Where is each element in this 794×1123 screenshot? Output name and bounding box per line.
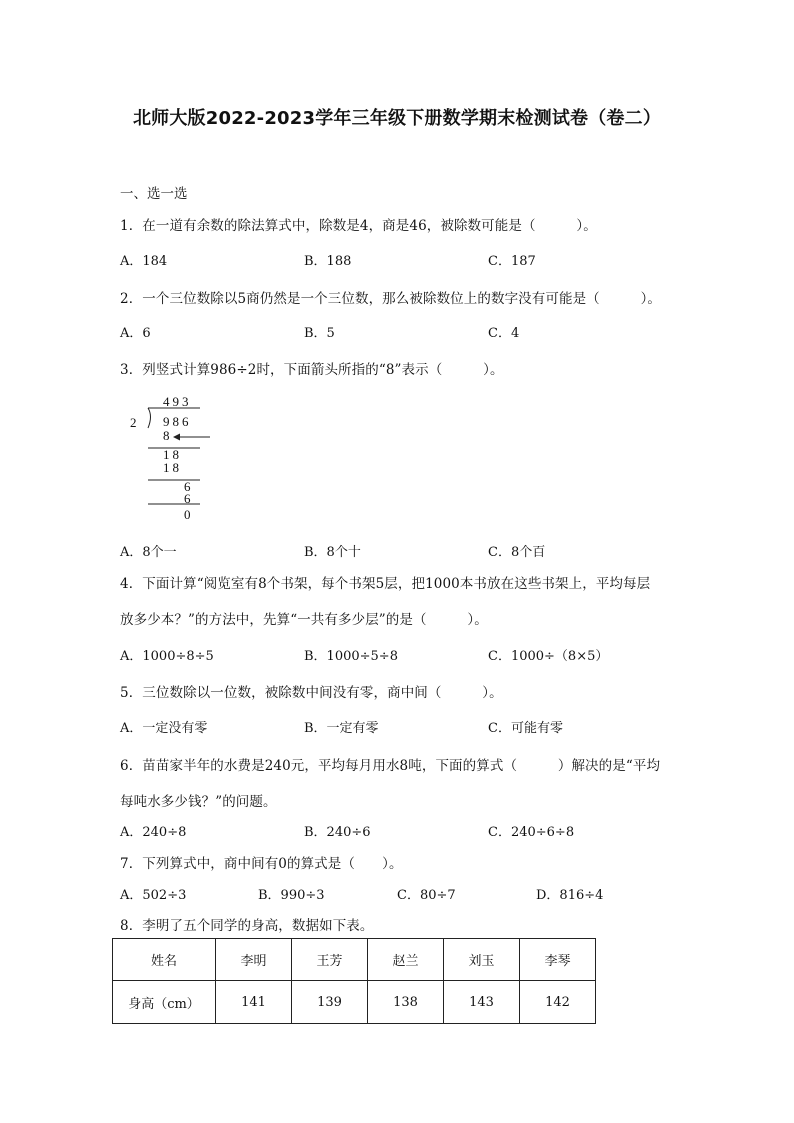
q5-option-c: C．可能有零 <box>488 721 563 736</box>
long-division-figure <box>120 392 230 528</box>
q3-option-c: C．8个百 <box>488 545 546 560</box>
section-heading: 一、选一选 <box>120 186 188 202</box>
table-cell: 142 <box>520 981 596 1024</box>
q4-option-a: A．1000÷8÷5 <box>120 649 214 664</box>
table-header-cell: 刘玉 <box>444 939 520 981</box>
question-5: 5．三位数除以一位数，被除数中间没有零，商中间（ ）。 <box>120 685 503 701</box>
q6-option-c: C．240÷6÷8 <box>488 825 575 840</box>
question-4-line-2: 放多少本？”的方法中，先算“一共有多少层”的是（ ）。 <box>120 612 488 628</box>
q7-option-d: D．816÷4 <box>536 888 604 903</box>
q5-option-b: B．一定有零 <box>304 721 379 736</box>
height-table <box>112 938 596 1024</box>
table-header-cell: 李琴 <box>520 939 596 981</box>
table-cell: 139 <box>292 981 368 1024</box>
question-7: 7．下列算式中，商中间有0的算式是（ ）。 <box>120 856 403 872</box>
step-18-a: 18 <box>163 447 182 462</box>
dividend: 986 <box>163 414 192 429</box>
q2-option-c: C．4 <box>488 326 520 341</box>
table-cell: 143 <box>444 981 520 1024</box>
question-6-line-1: 6．苗苗家半年的水费是240元，平均每月用水8吨，下面的算式（ ）解决的是“平均 <box>120 758 661 774</box>
q3-option-a: A．8个一 <box>120 545 177 560</box>
q4-option-b: B．1000÷5÷8 <box>304 649 398 664</box>
question-6-line-2: 每吨水多少钱？”的问题。 <box>120 794 277 810</box>
quotient: 493 <box>163 394 192 409</box>
table-cell: 141 <box>216 981 292 1024</box>
remainder: 0 <box>184 507 194 522</box>
q6-option-b: B．240÷6 <box>304 825 371 840</box>
table-header-cell: 赵兰 <box>368 939 444 981</box>
table-header-cell: 王芳 <box>292 939 368 981</box>
page-title: 北师大版2022-2023学年三年级下册数学期末检测试卷（卷二） <box>132 108 662 129</box>
step-18-b: 18 <box>163 460 182 475</box>
step-6-b: 6 <box>184 491 194 506</box>
q2-option-a: A．6 <box>120 326 151 341</box>
table-header-row <box>113 939 596 981</box>
question-3: 3．列竖式计算986÷2时，下面箭头所指的“8”表示（ ）。 <box>120 362 504 378</box>
q1-option-c: C．187 <box>488 254 536 269</box>
table-header-cell: 李明 <box>216 939 292 981</box>
q5-option-a: A．一定没有零 <box>120 721 208 736</box>
step-6-a: 6 <box>184 479 194 494</box>
q7-option-b: B．990÷3 <box>258 888 325 903</box>
arrow-pointed-digit: 8 <box>163 428 173 443</box>
q7-option-c: C．80÷7 <box>397 888 456 903</box>
q1-option-a: A．184 <box>120 254 168 269</box>
table-header-cell: 姓名 <box>113 939 216 981</box>
divisor: 2 <box>130 415 140 430</box>
table-cell: 身高（cm） <box>113 981 216 1024</box>
q3-option-b: B．8个十 <box>304 545 361 560</box>
q1-option-b: B．188 <box>304 254 352 269</box>
table-row <box>113 981 596 1024</box>
q7-option-a: A．502÷3 <box>120 888 187 903</box>
table-cell: 138 <box>368 981 444 1024</box>
question-1: 1．在一道有余数的除法算式中，除数是4，商是46，被除数可能是（ ）。 <box>120 218 597 234</box>
q6-option-a: A．240÷8 <box>120 825 187 840</box>
q2-option-b: B．5 <box>304 326 335 341</box>
question-4-line-1: 4．下面计算“阅览室有8个书架，每个书架5层，把1000本书放在这些书架上，平均每层 <box>120 576 651 592</box>
q4-option-c: C．1000÷（8×5） <box>488 649 609 664</box>
question-8: 8．李明了五个同学的身高，数据如下表。 <box>120 918 374 934</box>
question-2: 2．一个三位数除以5商仍然是一个三位数，那么被除数位上的数字没有可能是（ ）。 <box>120 291 662 307</box>
